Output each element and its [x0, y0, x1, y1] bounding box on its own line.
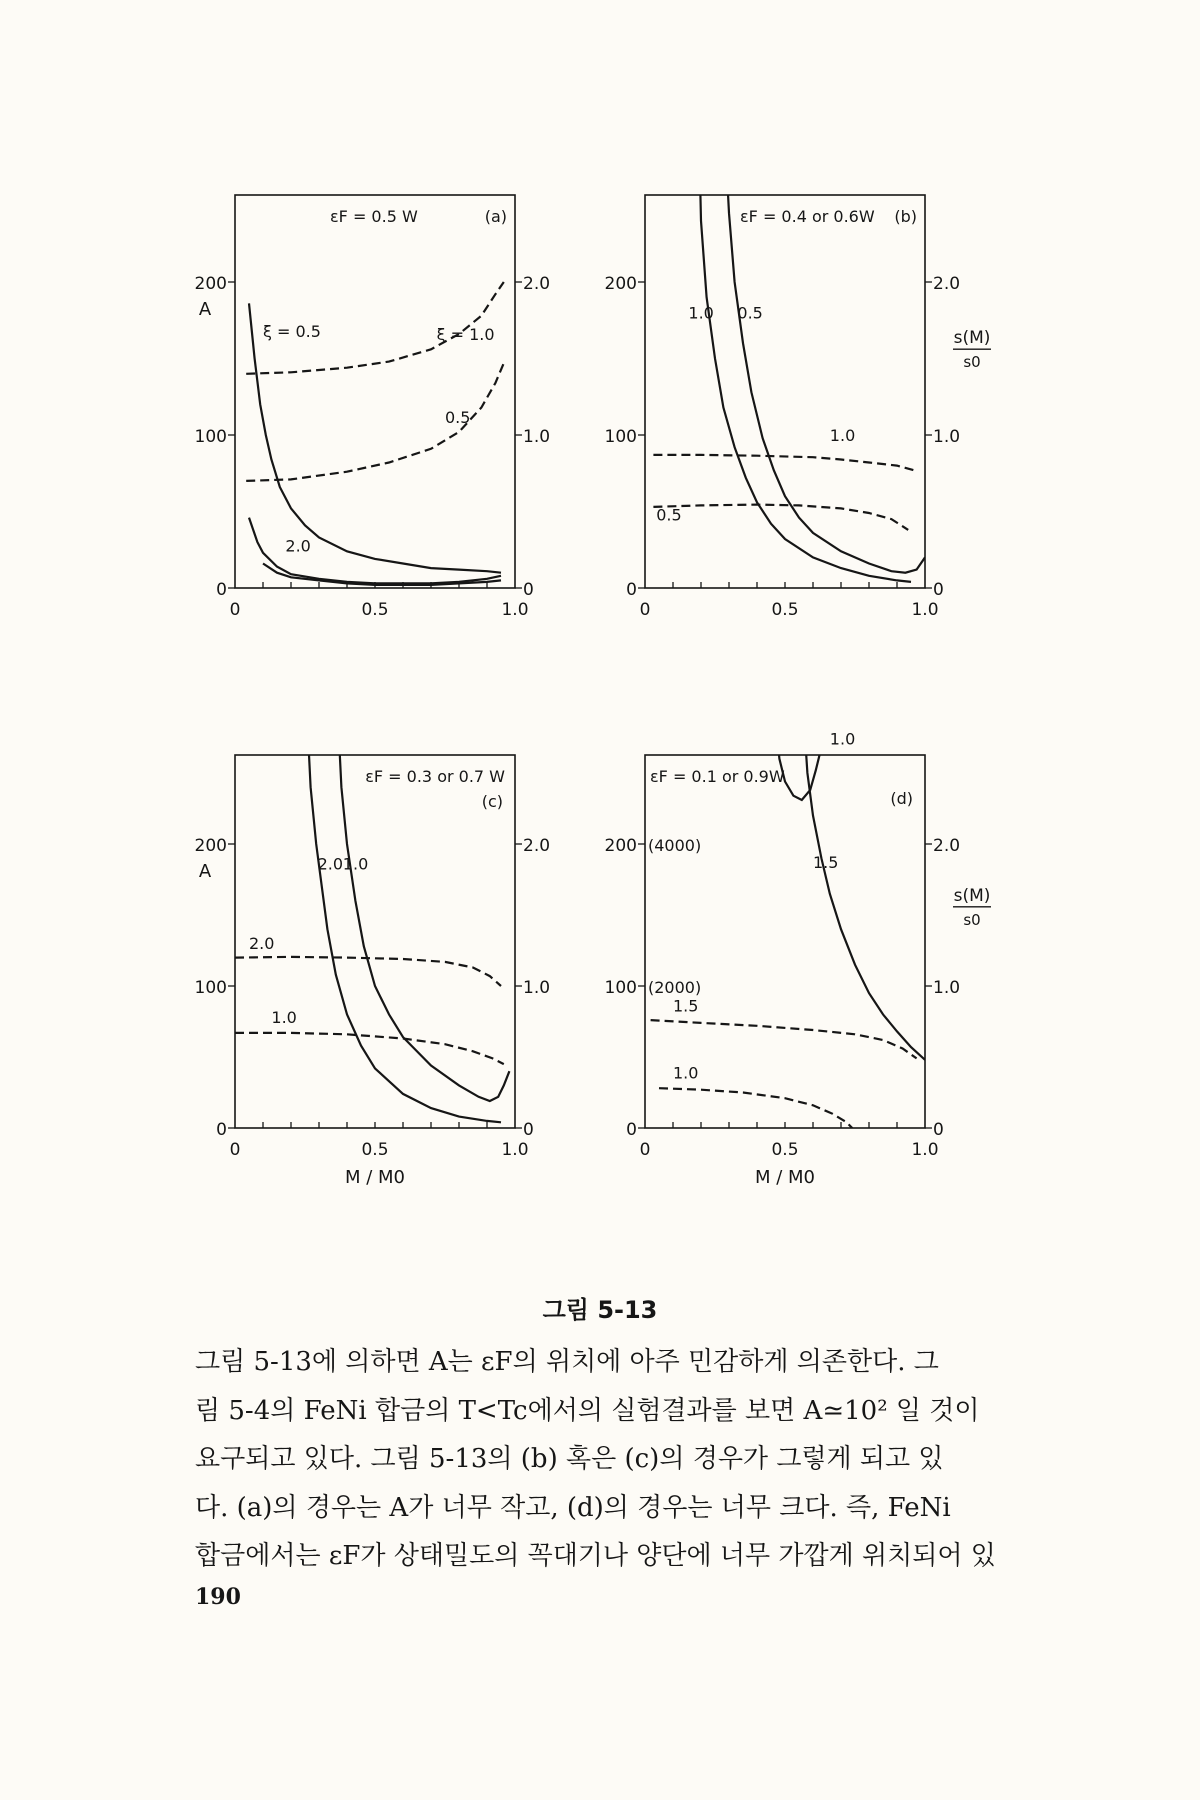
y2-tick-label: 0 [933, 1120, 944, 1140]
x-tick-label: 0 [639, 600, 651, 620]
series-line [805, 730, 925, 1059]
chart-panel-a [180, 195, 580, 705]
series-line [659, 1088, 852, 1128]
y2-tick-label: 2.0 [933, 836, 961, 856]
x-tick-label: 0 [229, 1140, 241, 1160]
series-label: 2.0 [285, 536, 311, 556]
y-tick-label: 200 [604, 274, 637, 294]
series-label: ξ = 0.5 [263, 322, 321, 342]
series-label: 1.5 [813, 853, 839, 873]
body-line: 합금에서는 εF가 상태밀도의 꼭대기나 양단에 너무 가깝게 위치되어 있 [195, 1541, 996, 1571]
series-label: 0.5 [445, 407, 471, 427]
panel-label: (a) [484, 207, 507, 226]
y-tick-label: 0 [626, 580, 637, 600]
y2-axis-label-numerator: s(M) [953, 328, 991, 349]
body-line: 그림 5-13에 의하면 A는 εF의 위치에 아주 민감하게 의존한다. 그 [195, 1347, 939, 1377]
series-label: 2.0 [249, 934, 275, 954]
series-label: 1.0 [673, 1063, 699, 1083]
y-tick-label: 200 [194, 274, 227, 294]
series-label: 1.0 [271, 1007, 297, 1027]
x-tick-label: 0 [639, 1140, 651, 1160]
x-tick-label: 0.5 [361, 600, 389, 620]
y2-tick-label: 0 [933, 580, 944, 600]
page-number: 190 [195, 1584, 241, 1610]
x-tick-label: 0.5 [771, 600, 799, 620]
plot-frame [645, 195, 925, 588]
body-line: 요구되고 있다. 그림 5-13의 (b) 혹은 (c)의 경우가 그렇게 되고 있 [195, 1444, 944, 1474]
x-axis-label: M / M0 [754, 1167, 816, 1188]
x-tick-label: 1.0 [501, 600, 529, 620]
x-tick-label: 0 [229, 600, 241, 620]
y2-axis-label-denominator: s0 [963, 910, 981, 929]
y2-tick-label: 1.0 [523, 978, 551, 998]
series-label: 0.5 [737, 303, 763, 323]
body-line: 다. (a)의 경우는 A가 너무 작고, (d)의 경우는 너무 크다. 즉, FeNi [195, 1492, 951, 1523]
x-axis-label: M / M0 [344, 1167, 406, 1188]
x-tick-label: 1.0 [911, 600, 939, 620]
series-label: 2.0 [317, 854, 344, 874]
series-label: 1.5 [673, 996, 699, 1016]
panel-label: (d) [890, 789, 913, 808]
y2-tick-label: 2.0 [933, 274, 961, 294]
series-line [777, 730, 825, 800]
y2-tick-label: 1.0 [933, 427, 961, 447]
plot-frame [235, 195, 515, 588]
y-axis-label: A [198, 299, 212, 320]
y2-tick-label: 2.0 [523, 274, 551, 294]
x-tick-label: 1.0 [501, 1140, 529, 1160]
series-line [651, 1020, 917, 1058]
body-line: 림 5-4의 FeNi 합금의 T<Tc에서의 실험결과를 보면 A≃10² 일 것이 [195, 1395, 980, 1426]
y2-tick-label: 1.0 [523, 427, 551, 447]
x-tick-label: 0.5 [361, 1140, 389, 1160]
y-tick-label: 200 [604, 836, 637, 856]
y2-axis-label-denominator: s0 [963, 353, 981, 372]
y-tick-label: 100 [604, 427, 637, 447]
y2-tick-label: 0 [523, 1120, 534, 1140]
series-line [653, 505, 908, 530]
chart-title: εF = 0.5 W [330, 207, 418, 226]
series-label: 1.0 [688, 303, 714, 323]
series-label: ξ = 1.0 [436, 325, 495, 345]
chart-title: εF = 0.4 or 0.6W [740, 207, 875, 226]
plot-frame [235, 755, 515, 1128]
series-line [653, 455, 913, 470]
y-tick-label: 100 [194, 427, 227, 447]
series-label: 0.5 [656, 505, 682, 525]
y-tick-label: 100 [194, 978, 227, 998]
series-label: 1.0 [829, 729, 856, 749]
y-tick-label: 0 [216, 1120, 227, 1140]
y-alt-tick-label: (4000) [648, 836, 702, 855]
y-alt-tick-label: (2000) [648, 978, 702, 997]
chart-panel-d [590, 729, 1050, 1285]
series-label: 1.0 [829, 426, 856, 446]
chart-panel-b [590, 195, 1050, 705]
chart-title: εF = 0.3 or 0.7 W [365, 767, 505, 786]
y-axis-label: A [198, 861, 212, 882]
y2-tick-label: 0 [523, 580, 534, 600]
y-tick-label: 200 [194, 836, 227, 856]
y-tick-label: 100 [604, 978, 637, 998]
series-line [308, 730, 501, 1122]
panel-label: (c) [481, 792, 503, 811]
panel-label: (b) [894, 207, 917, 226]
chart-panel-c [180, 735, 580, 1285]
y2-axis-label-numerator: s(M) [953, 885, 991, 906]
body-paragraph [195, 1338, 1065, 1581]
x-tick-label: 1.0 [911, 1140, 939, 1160]
x-tick-label: 0.5 [771, 1140, 799, 1160]
figure-caption: 그림 5-13 [542, 1296, 658, 1324]
y2-tick-label: 2.0 [523, 836, 551, 856]
y-tick-label: 0 [216, 580, 227, 600]
y-tick-label: 0 [626, 1120, 637, 1140]
chart-title: εF = 0.1 or 0.9W [650, 767, 785, 786]
series-label: 1.0 [342, 854, 369, 874]
y2-tick-label: 1.0 [933, 978, 961, 998]
